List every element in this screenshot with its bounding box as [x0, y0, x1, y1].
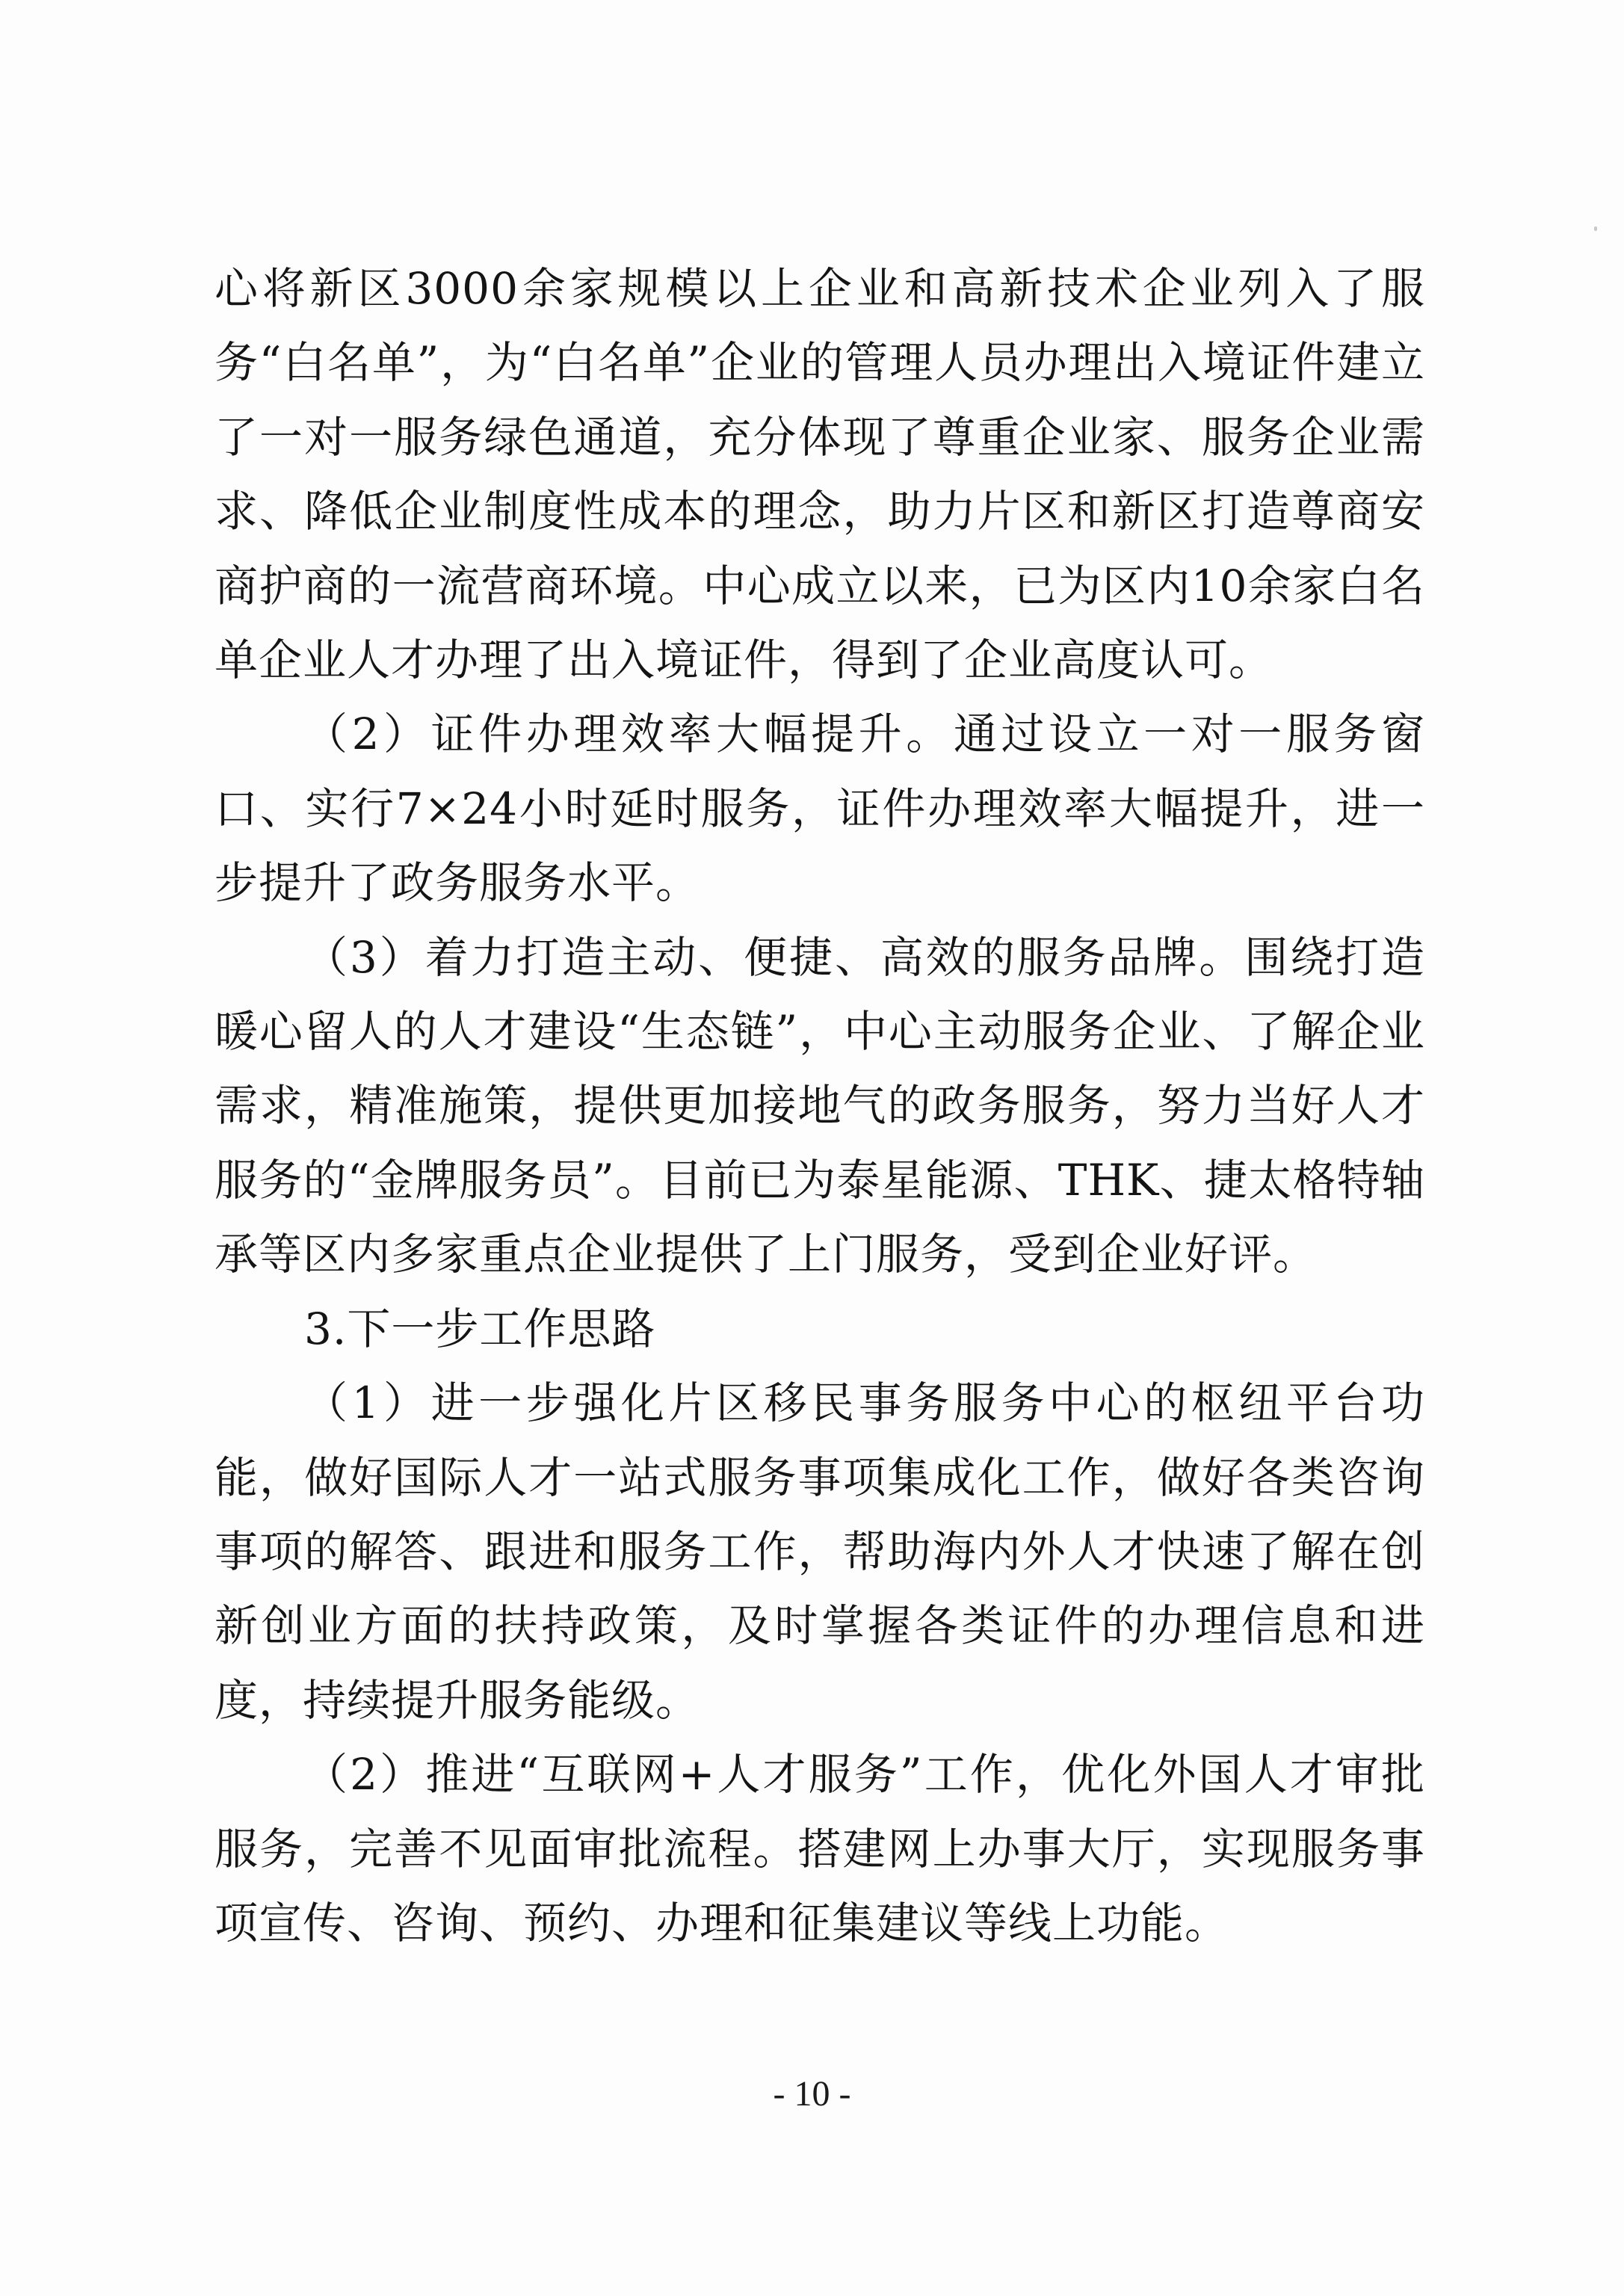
- paragraph: （3）着力打造主动、便捷、高效的服务品牌。围绕打造暖心留人的人才建设“生态链”，中心主动服务企业、了解企业需求，精准施策，提供更加接地气的政务服务，努力当好人才服务的“金牌服务员”。目前已为泰星能源、THK、捷太格特轴承等区内多家重点企业提供了上门服务，受到企业好评。: [214, 931, 1425, 1280]
- paragraph: （1）进一步强化片区移民事务服务中心的枢纽平台功能，做好国际人才一站式服务事项集成化工作，做好各类咨询事项的解答、跟进和服务工作，帮助海内外人才快速了解在创新创业方面的扶持政策，及时掌握各类证件的办理信息和进度，持续提升服务能级。: [214, 1377, 1425, 1726]
- section-heading: 3.下一步工作思路: [304, 1303, 656, 1354]
- page-number: - 10 -: [773, 2074, 851, 2114]
- paragraph: 心将新区3000余家规模以上企业和高新技术企业列入了服务“白名单”，为“白名单”企业的管理人员办理出入境证件建立了一对一服务绿色通道，充分体现了尊重企业家、服务企业需求、降低企业制度性成本的理念，助力片区和新区打造尊商安商护商的一流营商环境。中心成立以来，已为区内10余家白名单企业人才办理了出入境证件，得到了企业高度认可。: [214, 263, 1425, 686]
- body-text: [214, 252, 1425, 1960]
- paragraph: （2）证件办理效率大幅提升。通过设立一对一服务窗口、实行7×24小时延时服务，证件办理效率大幅提升，进一步提升了政务服务水平。: [214, 709, 1425, 909]
- paragraph: （2）推进“互联网+人才服务”工作，优化外国人才审批服务，完善不见面审批流程。搭建网上办事大厅，实现服务事项宣传、咨询、预约、办理和征集建议等线上功能。: [214, 1749, 1425, 1948]
- scan-speck: [1594, 226, 1597, 231]
